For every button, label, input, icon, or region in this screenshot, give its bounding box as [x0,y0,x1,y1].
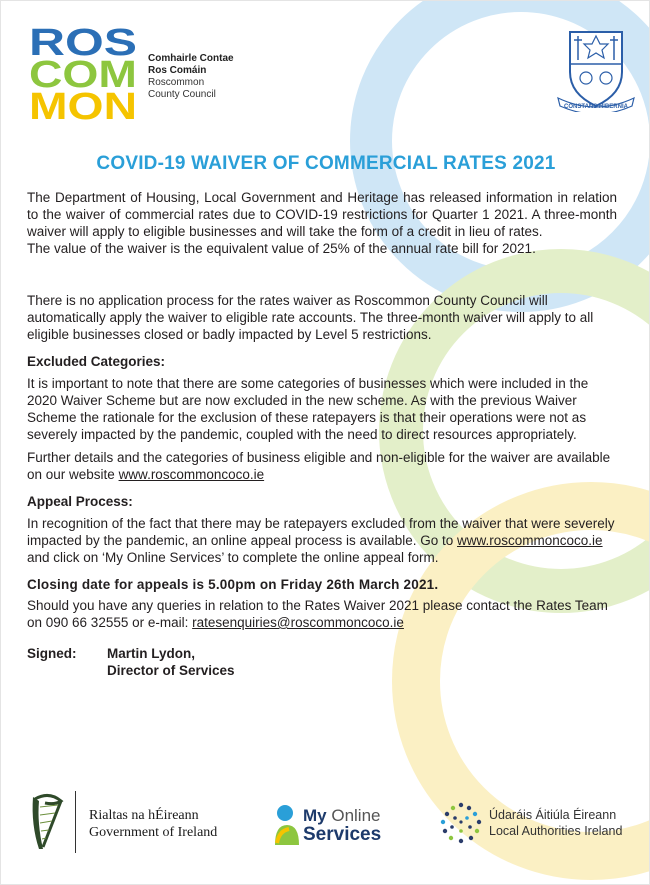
government-of-ireland-logo [89,807,217,841]
rates-email-link[interactable]: ratesenquiries@roscommoncoco.ie [192,615,404,630]
council-name [148,53,234,101]
appeal-text-suffix: and click on ‘My Online Services’ to complete the online appeal form. [27,550,439,565]
appeal-paragraph [27,515,617,566]
mos-online: Online [326,806,381,825]
closing-date: Closing date for appeals is 5.00pm on Friday 26th March 2021. [27,577,439,592]
excluded-paragraph-1: It is important to note that there are some categories of businesses which were included in the 2020 Waiver Scheme but are now excluded in the new scheme. As with the previous Waiver Scheme the rationale for the exclusion of these ratepayers is that their operations were not as severely impacted by the pandemic, coupled with the need to direct resources appropriately. [27,376,589,442]
council-irish-line1: Comhairle Contae [148,53,234,64]
notice-body [27,189,617,679]
gov-divider [75,791,76,853]
excluded-heading: Excluded Categories: [27,354,166,369]
queries-paragraph [27,597,617,631]
signature-block [27,645,617,679]
excluded-paragraph-2 [27,449,617,483]
my-online-services-logo[interactable] [303,806,381,844]
council-irish-line2: Ros Comáin [148,65,207,76]
gov-english-name: Government of Ireland [89,825,218,840]
local-authorities-ireland-logo [489,807,622,839]
roscommon-logo [29,25,141,121]
harp-icon [25,791,67,855]
intro-paragraph-1: The Department of Housing, Local Government and Heritage has released information in relation to the waiver of commercial rates due to COVID-19 restrictions for Quarter 1 2021. A three-month waiver will apply to eligible businesses and will take the form of a credit in lieu of rates. [27,190,617,239]
county-crest-icon [556,28,636,112]
my-online-services-icon [273,803,301,847]
appeal-website-link[interactable]: www.roscommoncoco.ie [457,533,603,548]
gov-irish-name: Rialtas na hÉireann [89,808,199,823]
excluded-details-text: Further details and the categories of business eligible and non-eligible for the waiver are available on our website [27,450,611,482]
website-link[interactable]: www.roscommoncoco.ie [118,467,265,482]
lai-dots-icon [438,801,484,845]
logo-line-2: COM [29,54,137,96]
mos-line-1 [303,806,381,825]
signed-label: Signed: [27,646,77,661]
logo-line-1: ROS [29,25,137,64]
council-english-line2: County Council [148,89,216,100]
council-english-line1: Roscommon [148,77,205,88]
mos-services: Services [303,824,382,845]
appeal-text-prefix: In recognition of the fact that there may be ratepayers excluded from the waiver that were severely impacted by the pandemic, an online appeal process is available. Go to [27,516,615,548]
signatory [107,645,235,679]
lai-irish-name: Údaráis Áitiúla Éireann [489,808,617,822]
signatory-role: Director of Services [107,663,235,678]
intro-paragraph-3: There is no application process for the rates waiver as Roscommon County Council will automatically apply the waiver to eligible rate accounts. The three-month waiver will apply to all eligible businesses closed or badly impacted by Level 5 restrictions. [27,293,594,342]
mos-my: My [303,806,327,825]
lai-english-name: Local Authorities Ireland [489,824,623,838]
logo-line-3: MON [29,86,137,121]
queries-text: Should you have any queries in relation to the Rates Waiver 2021 please contact the Rates Team on 090 66 32555 or e-mail: [27,598,608,630]
page-title: COVID-19 WAIVER OF COMMERCIAL RATES 2021 [96,153,556,174]
signatory-name: Martin Lydon, [107,646,195,661]
crest-motto: CONSTANS HIBERNIA [564,104,628,110]
appeal-heading: Appeal Process: [27,494,133,509]
intro-paragraph-2: The value of the waiver is the equivalent value of 25% of the annual rate bill for 2021. [27,241,536,256]
